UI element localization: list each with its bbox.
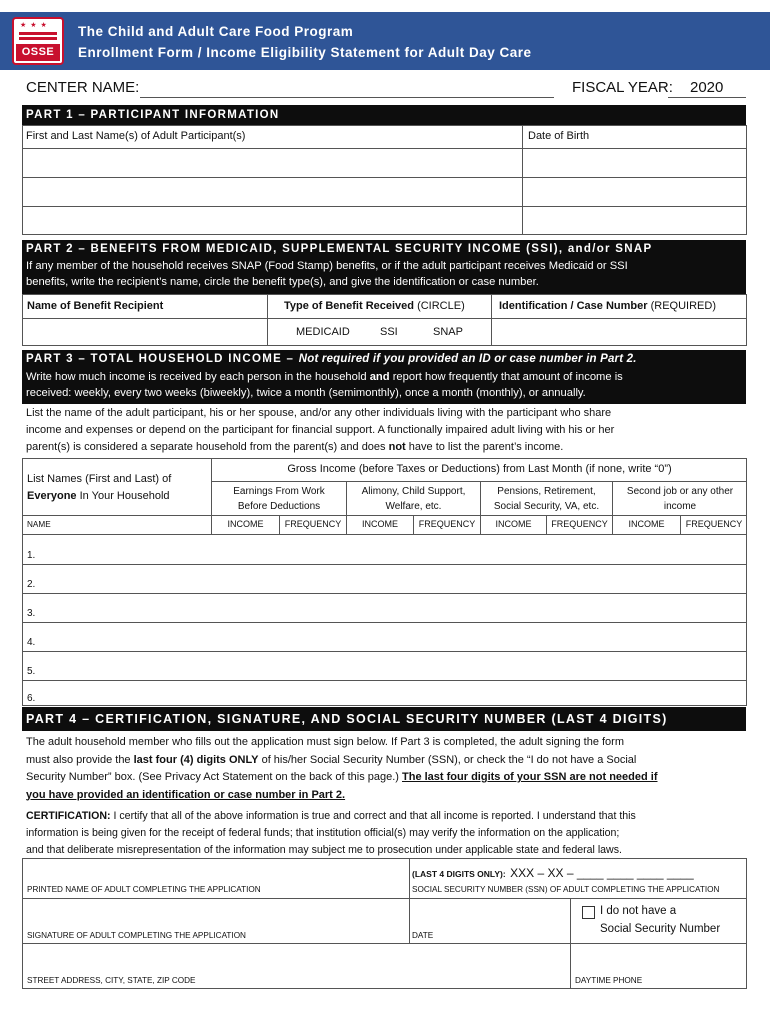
part3-heading: PART 3 – TOTAL HOUSEHOLD INCOME – Not required if you provided an ID or case number in Part 2. (22, 350, 746, 369)
participant-name-header: First and Last Name(s) of Adult Participant(s) (26, 130, 246, 142)
part4-instructions: The adult household member who fills out the application must sign below. If Part 3 is completed, the adult signing the form must also provide the last four (4) digits ONLY of his/her Social Security Number (SSN), or check the “I do not have a Social Security Number” box. (See Privacy Act Statement on the back of this page.) The last four digits of your SSN are not needed if you have provided an identification or case number in Part 2. (26, 736, 658, 801)
benefit-option-medicaid[interactable]: MEDICAID (296, 326, 350, 338)
no-ssn-checkbox[interactable] (582, 906, 595, 919)
income-group-pensions: Pensions, Retirement, Social Security, VA, etc. (493, 486, 600, 512)
income-header-3: INCOME (495, 519, 532, 529)
part3-instructions: Write how much income is received by each person in the household and report how frequently that amount of income is received: weekly, every two weeks (biweekly), twice a month (semimonthly), once a month (monthly), or annually. (22, 369, 746, 404)
frequency-header-2: FREQUENCY (418, 519, 476, 529)
part2-instructions: If any member of the household receives SNAP (Food Stamp) benefits, or if the adult participant receives Medicaid or SSI benefits, write the recipient’s name, circle the benefit type(s), and give the identification or case number. (22, 258, 746, 294)
income-group-other: Second job or any other income (626, 486, 734, 512)
signature-label: SIGNATURE OF ADULT COMPLETING THE APPLICATION (27, 931, 246, 940)
fiscal-year-value[interactable]: 2020 (690, 79, 724, 96)
income-header-2: INCOME (362, 519, 398, 529)
household-row-1[interactable]: 1. (27, 550, 36, 561)
header-banner (0, 12, 770, 70)
benefit-recipient-field[interactable] (23, 319, 266, 345)
income-header-4: INCOME (628, 519, 665, 529)
benefit-type-header: Type of Benefit Received (CIRCLE) (284, 300, 465, 312)
benefit-option-snap[interactable]: SNAP (433, 326, 463, 338)
income-group-earnings: Earnings From Work Before Deductions (233, 486, 325, 512)
dob-field-2[interactable] (523, 178, 746, 205)
name-column-header: NAME (27, 520, 51, 529)
logo-text: OSSE (16, 44, 60, 61)
household-row-6[interactable]: 6. (27, 693, 36, 704)
fiscal-year-label: FISCAL YEAR: (572, 79, 673, 96)
stars-icon: ★ ★ ★ (20, 22, 48, 29)
household-row-5[interactable]: 5. (27, 666, 36, 677)
frequency-header-1: FREQUENCY (284, 519, 342, 529)
case-number-field[interactable] (492, 319, 746, 345)
certification-text: CERTIFICATION: I certify that all of the above information is true and correct and that all income is reported. I understand that this information is being given for the receipt of federal funds; that institution official(s) may verify the information on the application; and that deliberate misrepresentation of the information may subject me to prosecution under applicable state and federal laws. (26, 810, 636, 856)
date-field[interactable] (410, 899, 569, 942)
date-label: DATE (412, 931, 434, 940)
household-row-3[interactable]: 3. (27, 608, 36, 619)
no-ssn-label-line1: I do not have a (600, 905, 677, 917)
benefit-recipient-header: Name of Benefit Recipient (27, 300, 164, 312)
participant-name-field-3[interactable] (23, 207, 521, 234)
case-number-header: Identification / Case Number (REQUIRED) (499, 300, 716, 312)
list-names-header: List Names (First and Last) of Everyone In Your Household (27, 473, 172, 502)
osse-logo (12, 17, 64, 65)
gross-income-header: Gross Income (before Taxes or Deductions) from Last Month (if none, write “0”) (287, 463, 672, 475)
form-title-line1: The Child and Adult Care Food Program (78, 24, 354, 39)
date-of-birth-header: Date of Birth (528, 130, 590, 142)
frequency-header-3: FREQUENCY (551, 519, 608, 529)
participant-name-field-1[interactable] (23, 149, 521, 176)
participant-name-field-2[interactable] (23, 178, 521, 205)
income-group-alimony: Alimony, Child Support, Welfare, etc. (361, 486, 466, 512)
phone-label: DAYTIME PHONE (575, 976, 643, 985)
dob-field-3[interactable] (523, 207, 746, 234)
form-title-line2: Enrollment Form / Income Eligibility Statement for Adult Day Care (78, 45, 532, 60)
frequency-header-4: FREQUENCY (685, 519, 743, 529)
benefit-option-ssi[interactable]: SSI (380, 326, 398, 338)
ssn-label: SOCIAL SECURITY NUMBER (SSN) OF ADULT COMPLETING THE APPLICATION (412, 885, 720, 894)
center-name-field[interactable] (140, 97, 554, 98)
dob-field-1[interactable] (523, 149, 746, 176)
ssn-field[interactable]: (LAST 4 DIGITS ONLY): XXX – XX – ____ ____ ____ ____ (412, 866, 694, 880)
printed-name-label: PRINTED NAME OF ADULT COMPLETING THE APPLICATION (27, 885, 261, 894)
part1-heading: PART 1 – PARTICIPANT INFORMATION (22, 105, 746, 125)
income-header-1: INCOME (227, 519, 264, 529)
center-name-label: CENTER NAME: (26, 79, 140, 96)
no-ssn-label-line2: Social Security Number (600, 923, 721, 935)
part4-heading: PART 4 – CERTIFICATION, SIGNATURE, AND SOCIAL SECURITY NUMBER (LAST 4 DIGITS) (22, 707, 746, 731)
household-row-4[interactable]: 4. (27, 637, 36, 648)
household-row-2[interactable]: 2. (27, 579, 36, 590)
part2-heading: PART 2 – BENEFITS FROM MEDICAID, SUPPLEMENTAL SECURITY INCOME (SSI), and/or SNAP (22, 240, 746, 258)
address-label: STREET ADDRESS, CITY, STATE, ZIP CODE (27, 976, 196, 985)
part3-household-note: List the name of the adult participant, his or her spouse, and/or any other individuals living with the participant who share income and expenses or depend on the participant for financial support. A functionally impaired adult living with his or her parent(s) is considered a separate household from the parent(s) and does not have to list the parent’s income. (26, 407, 615, 453)
